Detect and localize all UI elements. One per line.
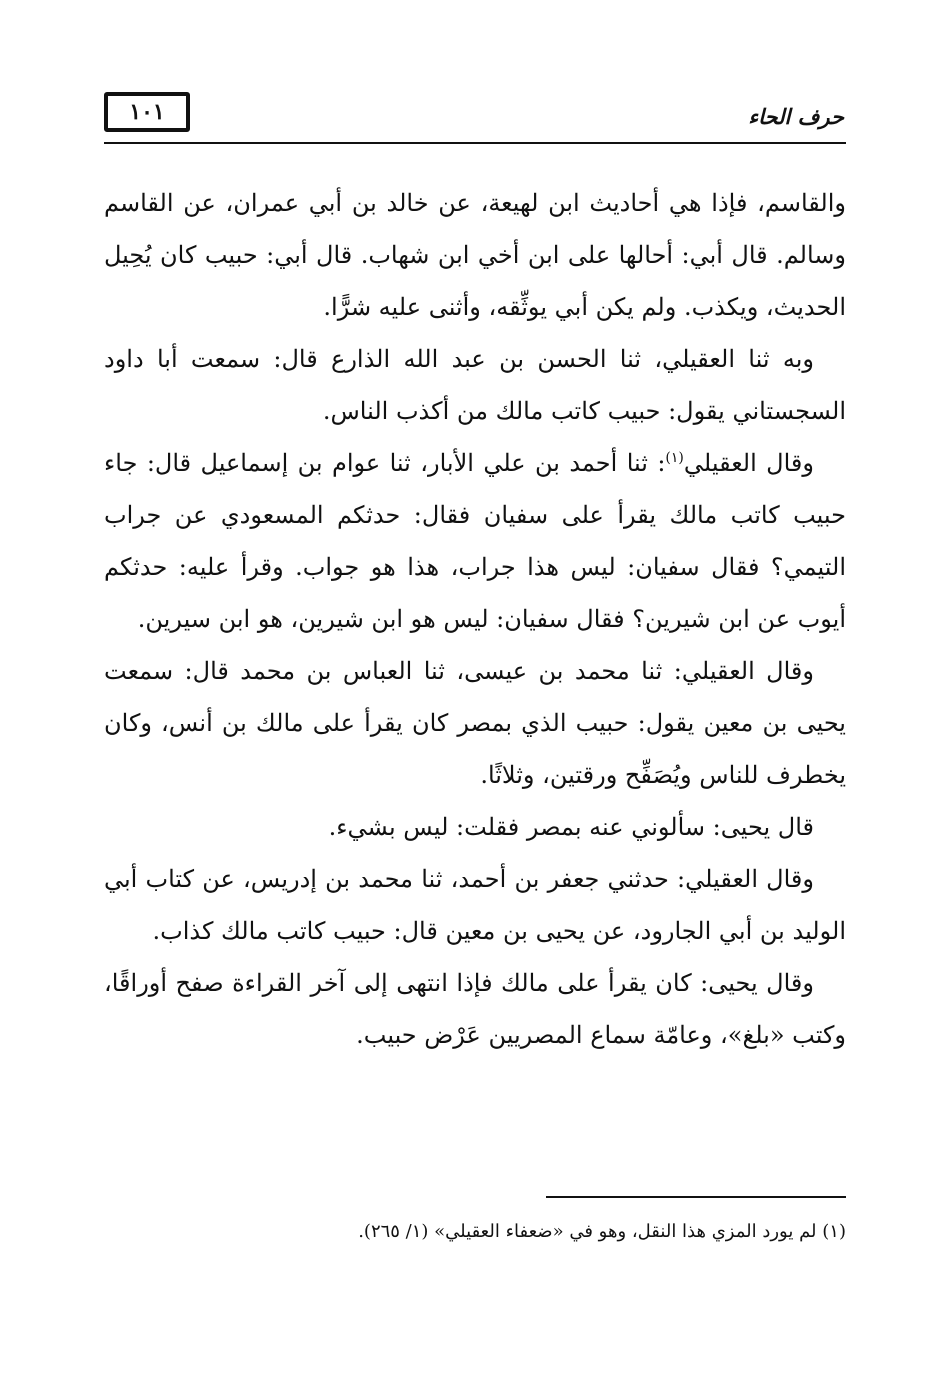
paragraph-3 [104,437,846,645]
paragraph-5: قال يحيى: سألوني عنه بمصر فقلت: ليس بشيء. [328,813,814,841]
paragraph-3-lead: وقال العقيلي [683,449,814,477]
footnote-reference: (١) [665,450,684,466]
footnote-divider [546,1196,846,1198]
paragraph-6: وقال العقيلي: حدثني جعفر بن أحمد، ثنا محمد بن إدريس، عن كتاب أبي الوليد بن أبي الجارود، عن يحيى بن معين قال: حبيب كاتب مالك كذاب. [104,865,846,945]
paragraph-3-text: : ثنا أحمد بن علي الأبار، ثنا عوام بن إسماعيل قال: جاء حبيب كاتب مالك يقرأ على سفيان فقال: حدثكم المسعودي عن جراب التيمي؟ فقال سفيان: ليس هذا جراب، هذا هو جواب. وقرأ عليه: حدثكم أيوب عن ابن شيرين؟ فقال سفيان: ليس هو ابن شيرين، هو ابن سيرين. [104,449,846,633]
page-number: ١٠١ [104,92,190,132]
chapter-title: حرف الحاء [748,104,844,129]
main-text [104,177,846,1061]
paragraph-4: وقال العقيلي: ثنا محمد بن عيسى، ثنا العباس بن محمد قال: سمعت يحيى بن معين يقول: حبيب الذي بمصر كان يقرأ على مالك بن أنس، وكان يخطرف للناس ويُصَفِّح ورقتين، وثلاثًا. [104,657,846,789]
page-header [104,92,846,146]
paragraph-1: والقاسم، فإذا هي أحاديث ابن لهيعة، عن خالد بن أبي عمران، عن القاسم وسالم. قال أبي: أحالها على ابن أخي ابن شهاب. قال أبي: حبيب كان يُحِيل الحديث، ويكذب. ولم يكن أبي يوثِّقه، وأثنى عليه شرًّا. [104,189,847,321]
paragraph-7: وقال يحيى: كان يقرأ على مالك فإذا انتهى إلى آخر القراءة صفح أوراقًا، وكتب «بلغ»، وعامّة سماع المصريين عَرْض حبيب. [104,969,846,1049]
footnote: (١) لم يورد المزي هذا النقل، وهو في «ضعفاء العقيلي» (١/ ٢٦٥). [358,1221,846,1242]
paragraph-2: وبه ثنا العقيلي، ثنا الحسن بن عبد الله الذارع قال: سمعت أبا داود السجستاني يقول: حبيب كاتب مالك من أكذب الناس. [104,345,846,425]
header-divider [104,142,846,144]
